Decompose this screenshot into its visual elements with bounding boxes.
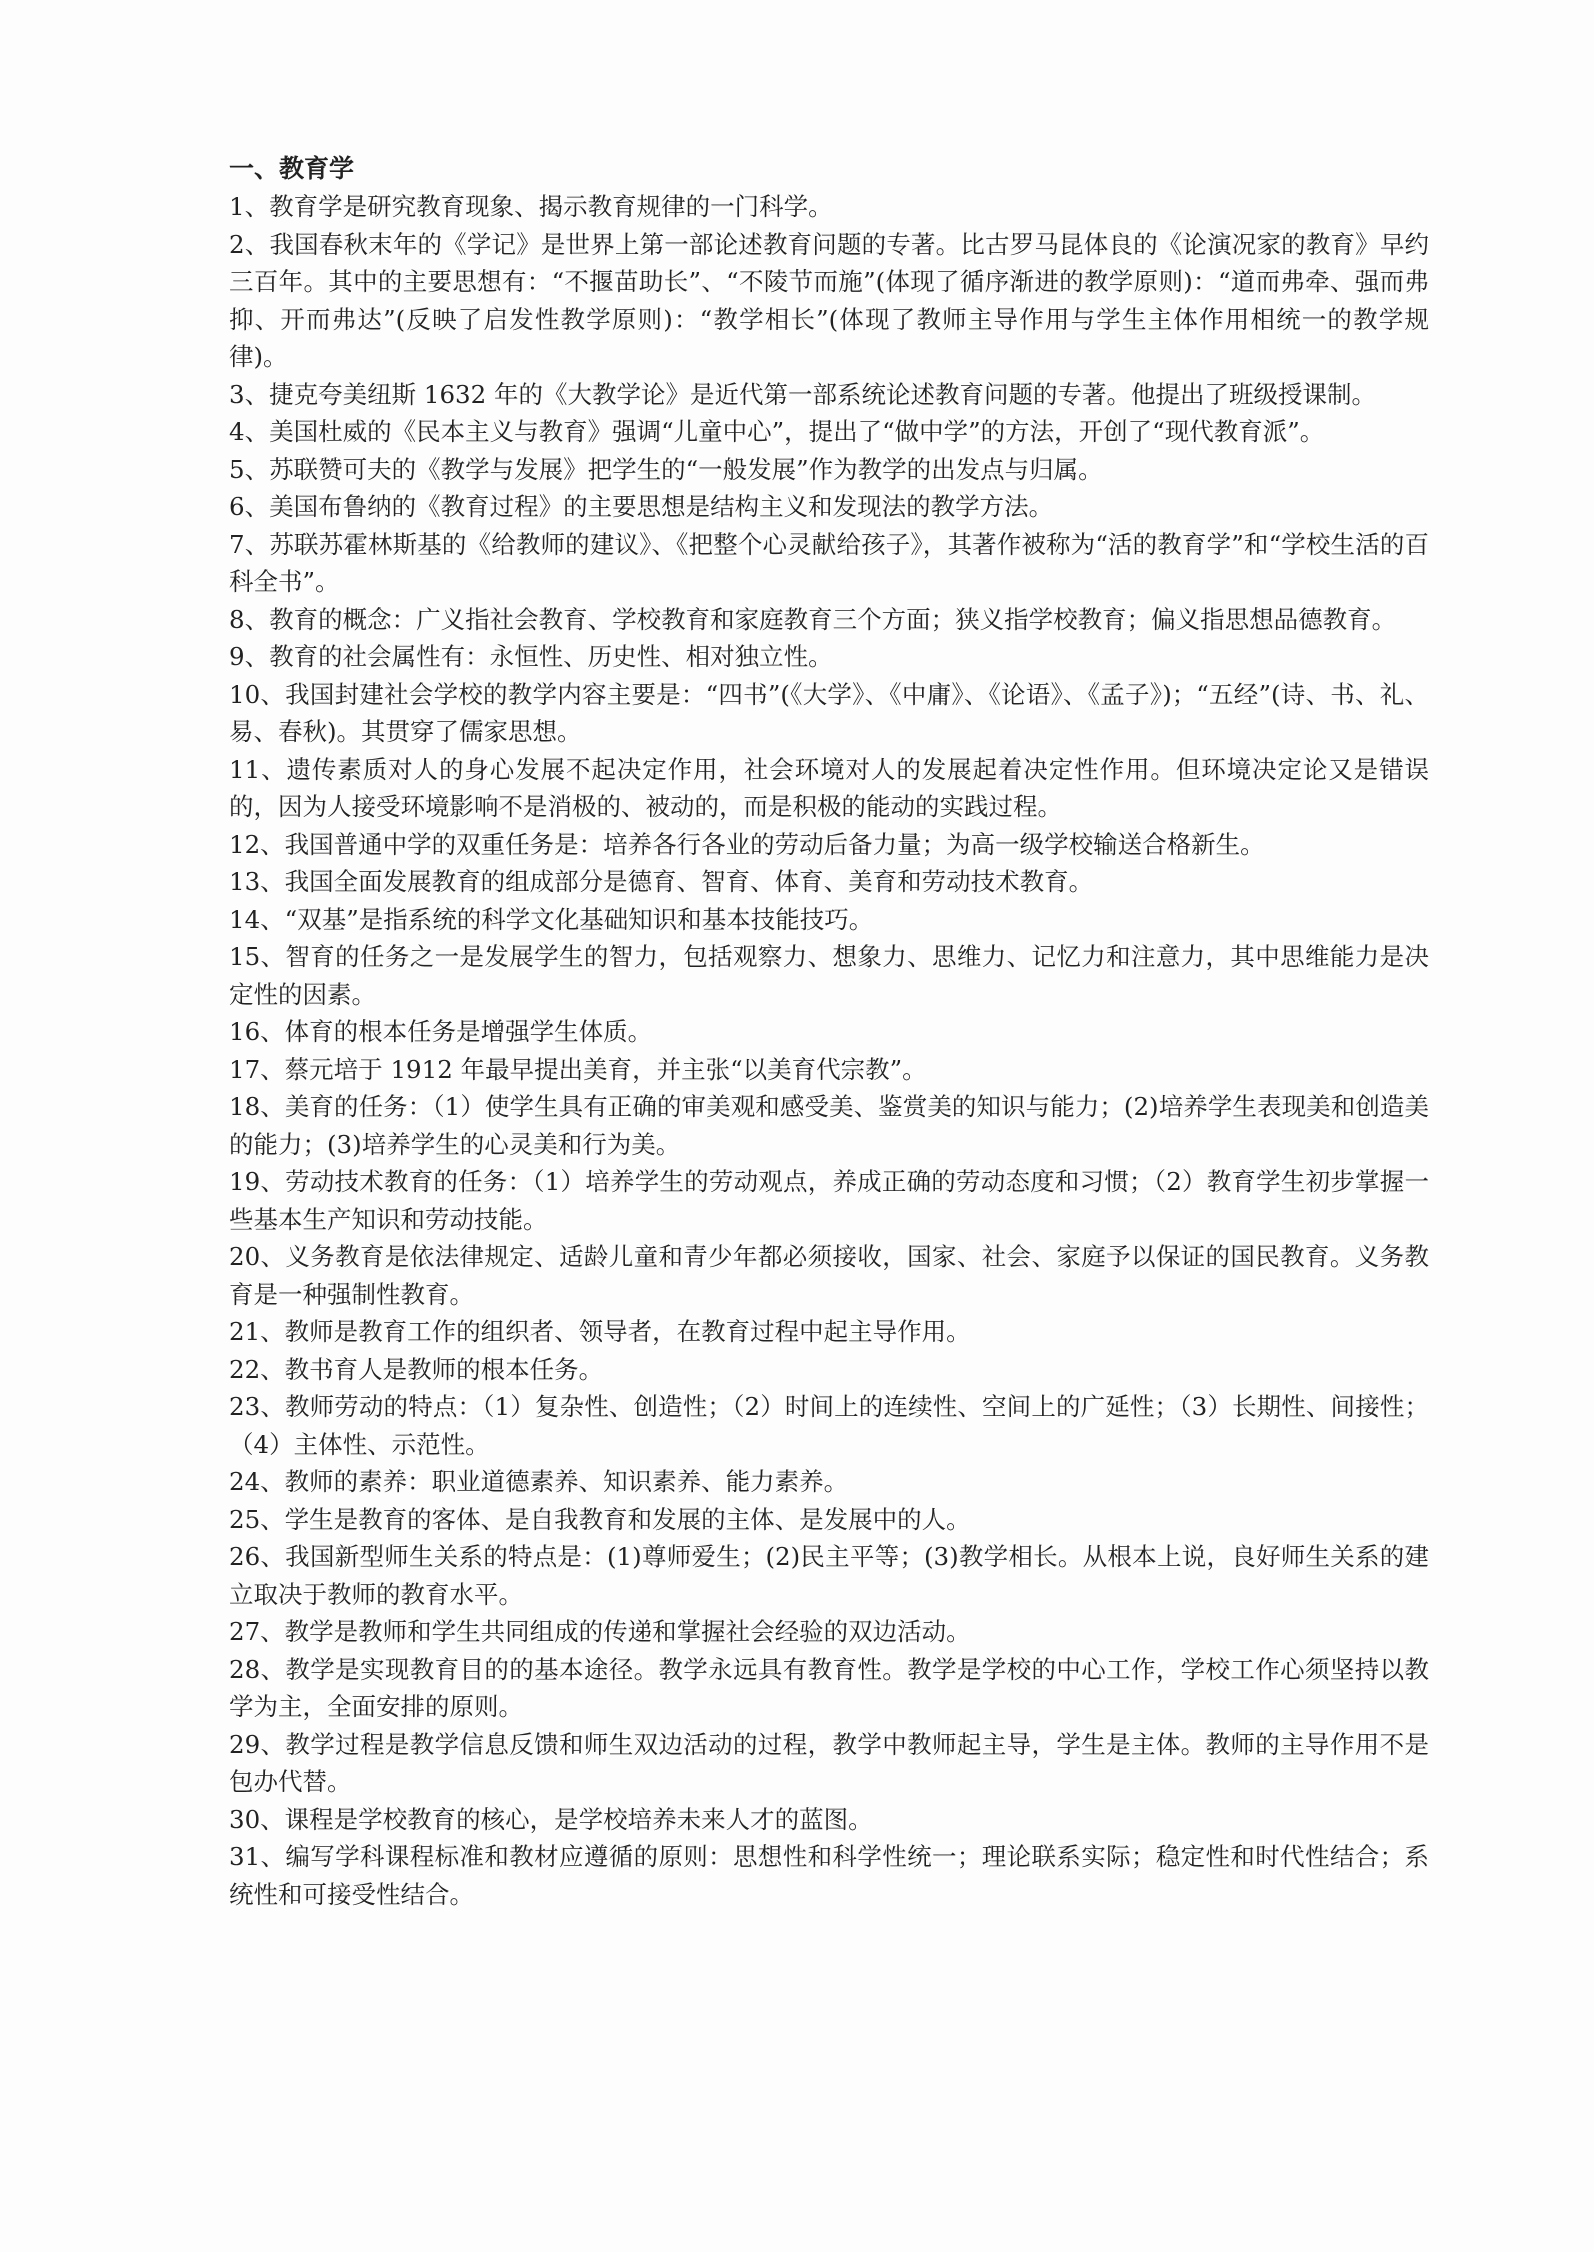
list-item: 13、我国全面发展教育的组成部分是德育、智育、体育、美育和劳动技术教育。 — [229, 867, 1094, 896]
list-item: 19、劳动技术教育的任务：（1）培养学生的劳动观点，养成正确的劳动态度和习惯；（2）教育学生初步掌握一些基本生产知识和劳动技能。 — [229, 1167, 1429, 1234]
list-item: 5、苏联赞可夫的《教学与发展》把学生的“一般发展”作为教学的出发点与归属。 — [229, 454, 1103, 484]
list-item: 12、我国普通中学的双重任务是：培养各行各业的劳动后备力量；为高一级学校输送合格新生。 — [229, 829, 1265, 859]
list-item: 6、美国布鲁纳的《教育过程》的主要思想是结构主义和发现法的教学方法。 — [229, 492, 1054, 521]
list-item: 23、教师劳动的特点：（1）复杂性、创造性；（2）时间上的连续性、空间上的广延性；（3）长期性、间接性；（4）主体性、示范性。 — [229, 1392, 1429, 1459]
list-item: 8、教育的概念：广义指社会教育、学校教育和家庭教育三个方面；狭义指学校教育；偏义指思想品德教育。 — [229, 604, 1397, 634]
list-item: 20、义务教育是依法律规定、适龄儿童和青少年都必须接收，国家、社会、家庭予以保证的国民教育。义务教育是一种强制性教育。 — [229, 1242, 1429, 1309]
list-item: 17、蔡元培于 1912 年最早提出美育，并主张“以美育代宗教”。 — [229, 1054, 927, 1084]
list-item: 7、苏联苏霍林斯基的《给教师的建议》、《把整个心灵献给孩子》，其著作被称为“活的教育学”和“学校生活的百科全书”。 — [229, 529, 1429, 596]
section-title: 一、教育学 — [229, 154, 355, 183]
list-item: 30、课程是学校教育的核心，是学校培养未来人才的蓝图。 — [229, 1804, 873, 1834]
list-item: 3、捷克夸美纽斯 1632 年的《大教学论》是近代第一部系统论述教育问题的专著。他提出了班级授课制。 — [229, 379, 1377, 409]
list-item: 9、教育的社会属性有：永恒性、历史性、相对独立性。 — [229, 642, 833, 671]
item-list — [229, 188, 1429, 1913]
document-content — [229, 150, 1429, 1913]
list-item: 26、我国新型师生关系的特点是：(1)尊师爱生；(2)民主平等；(3)教学相长。从根本上说，良好师生关系的建立取决于教师的教育水平。 — [229, 1542, 1429, 1609]
list-item: 25、学生是教育的客体、是自我教育和发展的主体、是发展中的人。 — [229, 1504, 971, 1534]
list-item: 22、教书育人是教师的根本任务。 — [229, 1354, 604, 1384]
list-item: 14、“双基”是指系统的科学文化基础知识和基本技能技巧。 — [229, 904, 874, 934]
list-item: 15、智育的任务之一是发展学生的智力，包括观察力、想象力、思维力、记忆力和注意力，其中思维能力是决定性的因素。 — [229, 942, 1429, 1009]
list-item: 4、美国杜威的《民本主义与教育》强调“儿童中心”，提出了“做中学”的方法，开创了“现代教育派”。 — [229, 417, 1325, 446]
list-item: 24、教师的素养：职业道德素养、知识素养、能力素养。 — [229, 1467, 849, 1496]
list-item: 18、美育的任务：（1）使学生具有正确的审美观和感受美、鉴赏美的知识与能力；(2)培养学生表现美和创造美的能力；(3)培养学生的心灵美和行为美。 — [229, 1092, 1429, 1159]
list-item: 11、遗传素质对人的身心发展不起决定作用，社会环境对人的发展起着决定性作用。但环境决定论又是错误的，因为人接受环境影响不是消极的、被动的，而是积极的能动的实践过程。 — [229, 754, 1429, 821]
list-item: 21、教师是教育工作的组织者、领导者，在教育过程中起主导作用。 — [229, 1317, 971, 1346]
list-item: 29、教学过程是教学信息反馈和师生双边活动的过程，教学中教师起主导，学生是主体。教师的主导作用不是包办代替。 — [229, 1729, 1429, 1796]
list-item: 2、我国春秋末年的《学记》是世界上第一部论述教育问题的专著。比古罗马昆体良的《论演况家的教育》早约三百年。其中的主要思想有：“不揠苗助长”、“不陵节而施”(体现了循序渐进的教学原则)：“道而弗牵、强而弗抑、开而弗达”(反映了启发性教学原则)：“教学相长”(体现了教师主导作用与学生主体作用相统一的教学规律)。 — [229, 229, 1429, 371]
list-item: 31、编写学科课程标准和教材应遵循的原则：思想性和科学性统一；理论联系实际；稳定性和时代性结合；系统性和可接受性结合。 — [229, 1842, 1429, 1909]
list-item: 28、教学是实现教育目的的基本途径。教学永远具有教育性。教学是学校的中心工作，学校工作心须坚持以教学为主，全面安排的原则。 — [229, 1654, 1429, 1721]
list-item: 1、教育学是研究教育现象、揭示教育规律的一门科学。 — [229, 192, 833, 221]
list-item: 10、我国封建社会学校的教学内容主要是：“四书”(《大学》、《中庸》、《论语》、《孟子》)；“五经”(诗、书、礼、易、春秋)。其贯穿了儒家思想。 — [229, 679, 1429, 746]
list-item: 27、教学是教师和学生共同组成的传递和掌握社会经验的双边活动。 — [229, 1617, 971, 1646]
list-item: 16、体育的根本任务是增强学生体质。 — [229, 1017, 653, 1046]
